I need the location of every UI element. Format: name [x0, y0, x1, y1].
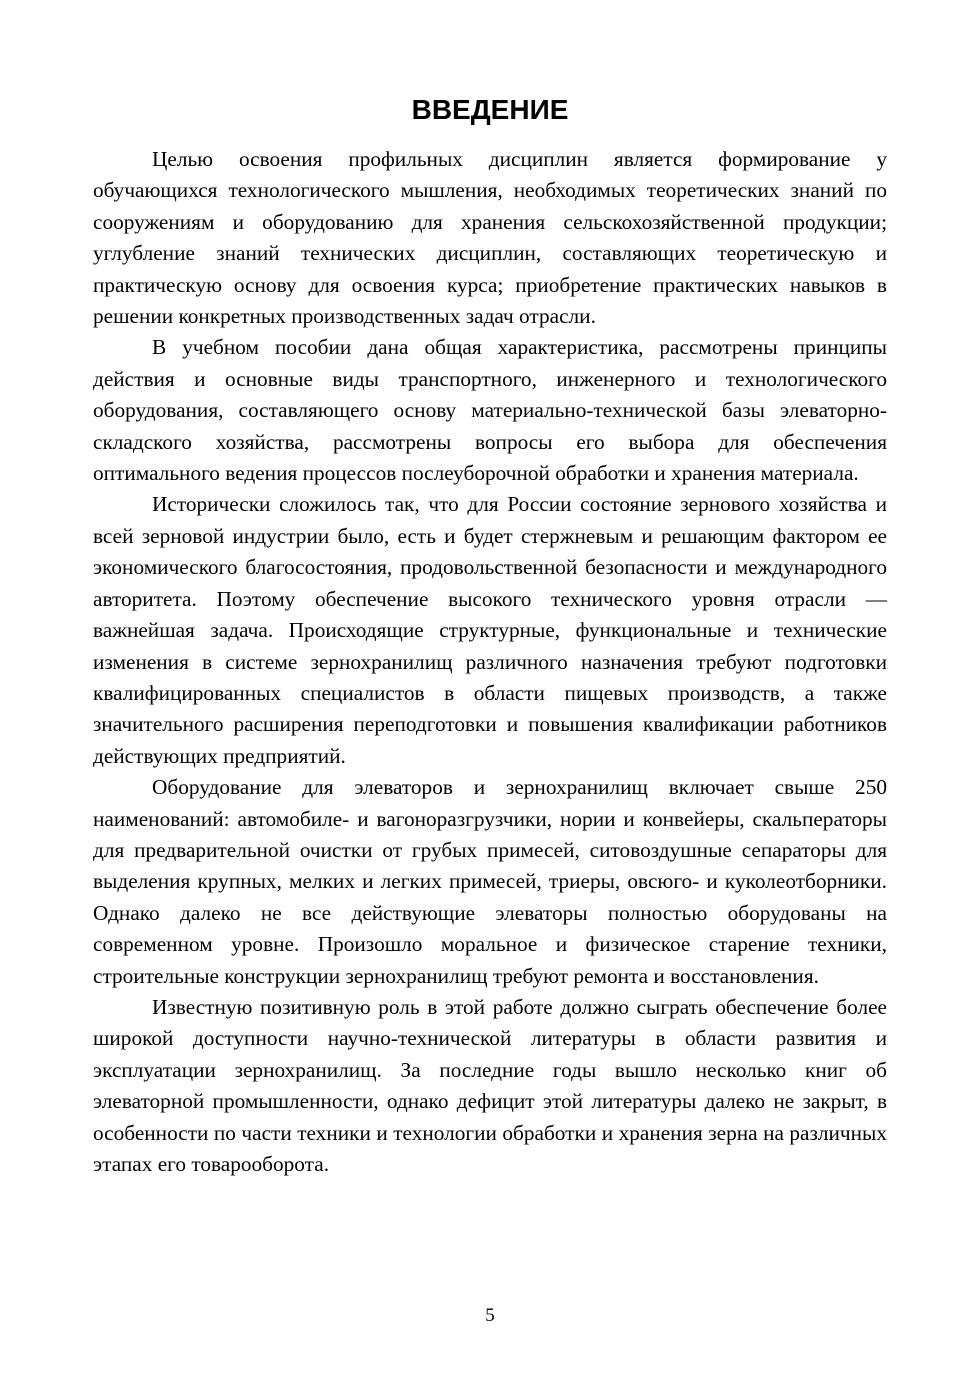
page-number: 5: [485, 1305, 495, 1326]
page-title: ВВЕДЕНИЕ: [411, 94, 569, 125]
body-text: [93, 144, 887, 1180]
paragraph-2: В учебном пособии дана общая характеристика, рассмотрены принципы действия и основные виды транспортного, инженерного и технологического оборудования, составляющего основу материально-технической базы элеваторно-складского хозяйства, рассмотрены вопросы его выбора для обеспечения оптимального ведения процессов послеуборочной обработки и хранения материала.: [93, 335, 887, 486]
paragraph-4: Оборудование для элеваторов и зернохранилищ включает свыше 250 наименований: автомобиле- и вагоноразгрузчики, нории и конвейеры, скальператоры для предварительной очистки от грубых примесей, ситовоздушные сепараторы для выделения крупных, мелких и легких примесей, триеры, овсюго- и куколеотборники. Однако далеко не все действующие элеваторы полностью оборудованы на современном уровне. Произошло моральное и физическое старение техники, строительные конструкции зернохранилищ требуют ремонта и восстановления.: [93, 775, 887, 988]
paragraph-5: Известную позитивную роль в этой работе должно сыграть обеспечение более широкой доступности научно-технической литературы в области развития и эксплуатации зернохранилищ. За последние годы вышло несколько книг об элеваторной промышленности, однако дефицит этой литературы далеко не закрыт, в особенности по части техники и технологии обработки и хранения зерна на различных этапах его товарооборота.: [93, 994, 887, 1176]
paragraph-3: Исторически сложилось так, что для России состояние зернового хозяйства и всей зерновой индустрии было, есть и будет стержневым и решающим фактором ее экономического благосостояния, продовольственной безопасности и международного авторитета. Поэтому обеспечение высокого технического уровня отрасли — важнейшая задача. Происходящие структурные, функциональные и технические изменения в системе зернохранилищ различного назначения требуют подготовки квалифицированных специалистов в области пищевых производств, а также значительного расширения переподготовки и повышения квалификации работников действующих предприятий.: [93, 492, 887, 768]
paragraph-1: Целью освоения профильных дисциплин является формирование у обучающихся технологического мышления, необходимых теоретических знаний по сооружениям и оборудованию для хранения сельскохозяйственной продукции; углубление знаний технических дисциплин, составляющих теоретическую и практическую основу для освоения курса; приобретение практических навыков в решении конкретных производственных задач отрасли.: [93, 147, 887, 329]
